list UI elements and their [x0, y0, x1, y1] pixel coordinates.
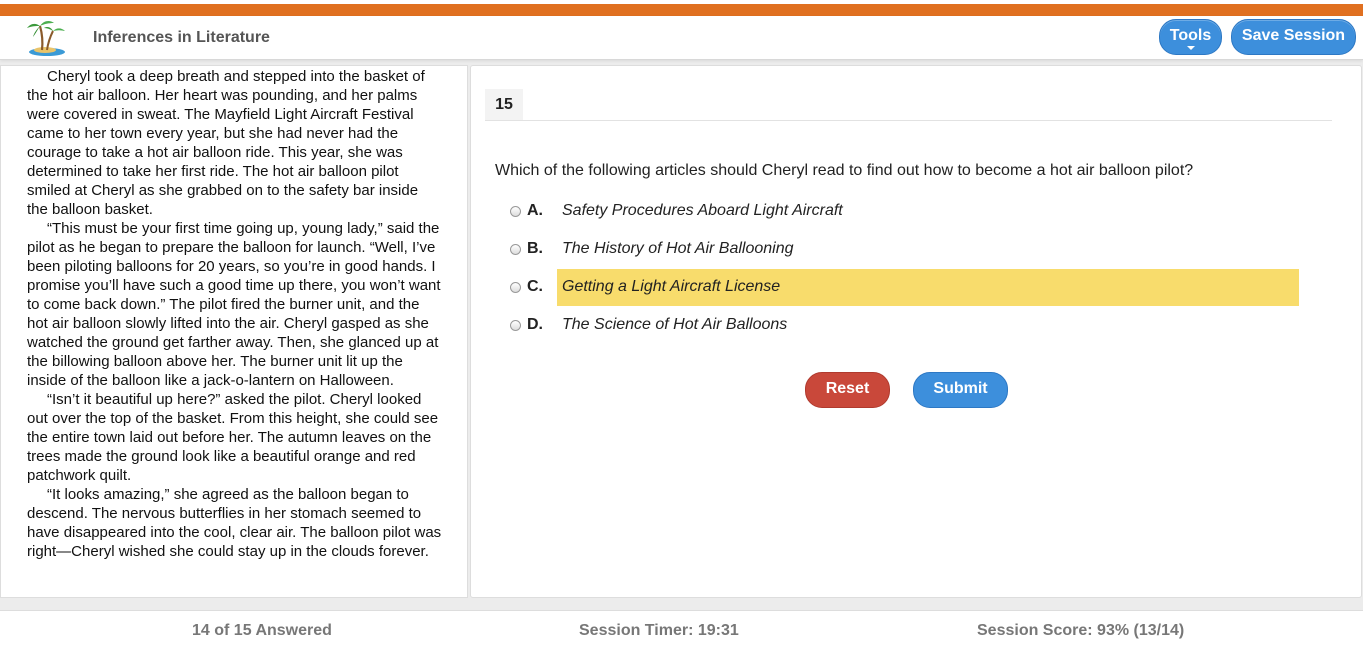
- radio-button-d[interactable]: [510, 320, 521, 331]
- submit-button[interactable]: Submit: [913, 372, 1008, 408]
- palm-tree-island-icon: [25, 17, 67, 57]
- session-timer: Session Timer: 19:31: [579, 622, 739, 639]
- radio-button-b[interactable]: [510, 244, 521, 255]
- passage-paragraph: “This must be your first time going up, young lady,” said the pilot as he began to prepare the balloon for launch. “Well, I’ve been piloting balloons for 20 years, so you’re in good hands. I promise you’ll have such a good time up there, you won’t want to come back down.” The pilot fired the burner unit, and the hot air balloon slowly lifted into the air. Cheryl gasped as she watched the ground get farther away. Then, she glanced up at the billowing balloon above her. The burner unit lit up the inside of the balloon like a jack-o-lantern on Halloween.: [27, 220, 441, 389]
- option-text: The History of Hot Air Ballooning: [562, 240, 794, 257]
- option-letter: D.: [527, 316, 543, 333]
- option-letter: A.: [527, 202, 543, 219]
- answer-box-highlighted[interactable]: [557, 269, 1299, 306]
- option-text: Getting a Light Aircraft License: [562, 278, 781, 295]
- radio-button-a[interactable]: [510, 206, 521, 217]
- tools-button[interactable]: [1159, 19, 1222, 55]
- option-letter: C.: [527, 278, 543, 295]
- tools-button-label: Tools: [1169, 27, 1212, 44]
- top-bar: [0, 0, 1363, 16]
- passage-paragraph: “Isn’t it beautiful up here?” asked the pilot. Cheryl looked out over the top of the basket. From this height, she could see the entire town laid out before her. The autumn leaves on the trees made the ground look like a beautiful orange and red patchwork quilt.: [27, 391, 439, 484]
- answered-count: 14 of 15 Answered: [192, 622, 332, 639]
- page-title: Inferences in Literature: [93, 29, 270, 46]
- passage-paragraph: “It looks amazing,” she agreed as the balloon began to descend. The nervous butterflies in her stomach seemed to have disappeared into the cool, clear air. The balloon pilot was right—Cheryl wished she could stay up in the clouds forever.: [27, 486, 442, 560]
- question-number-tab: 15: [485, 89, 523, 120]
- save-session-button[interactable]: Save Session: [1231, 19, 1356, 55]
- answer-box[interactable]: [557, 193, 1299, 230]
- reading-passage-text: [27, 67, 442, 561]
- answer-box[interactable]: [557, 231, 1299, 268]
- reading-passage-panel: [0, 65, 468, 598]
- divider: [485, 120, 1332, 121]
- session-score: Session Score: 93% (13/14): [977, 622, 1185, 639]
- option-text: Safety Procedures Aboard Light Aircraft: [562, 202, 843, 219]
- radio-button-c[interactable]: [510, 282, 521, 293]
- answer-option-d[interactable]: [509, 316, 1299, 353]
- caret-down-icon: [1187, 46, 1195, 50]
- option-text: The Science of Hot Air Balloons: [562, 316, 788, 333]
- app-header: [0, 16, 1363, 60]
- top-accent-stripe: [0, 4, 1363, 16]
- question-text: Which of the following articles should Cheryl read to find out how to become a hot air balloon pilot?: [495, 162, 1194, 179]
- option-letter: B.: [527, 240, 543, 257]
- question-panel: [470, 65, 1362, 598]
- answer-box[interactable]: [557, 307, 1299, 344]
- status-footer: [0, 610, 1363, 649]
- passage-paragraph: Cheryl took a deep breath and stepped into the basket of the hot air balloon. Her heart was pounding, and her palms were covered in sweat. The Mayfield Light Aircraft Festival came to her town every year, but she had never had the courage to take a hot air balloon ride. This year, she was determined to take her first ride. The hot air balloon pilot smiled at Cheryl as she grabbed on to the safety bar inside the balloon basket.: [27, 68, 425, 218]
- reset-button[interactable]: Reset: [805, 372, 890, 408]
